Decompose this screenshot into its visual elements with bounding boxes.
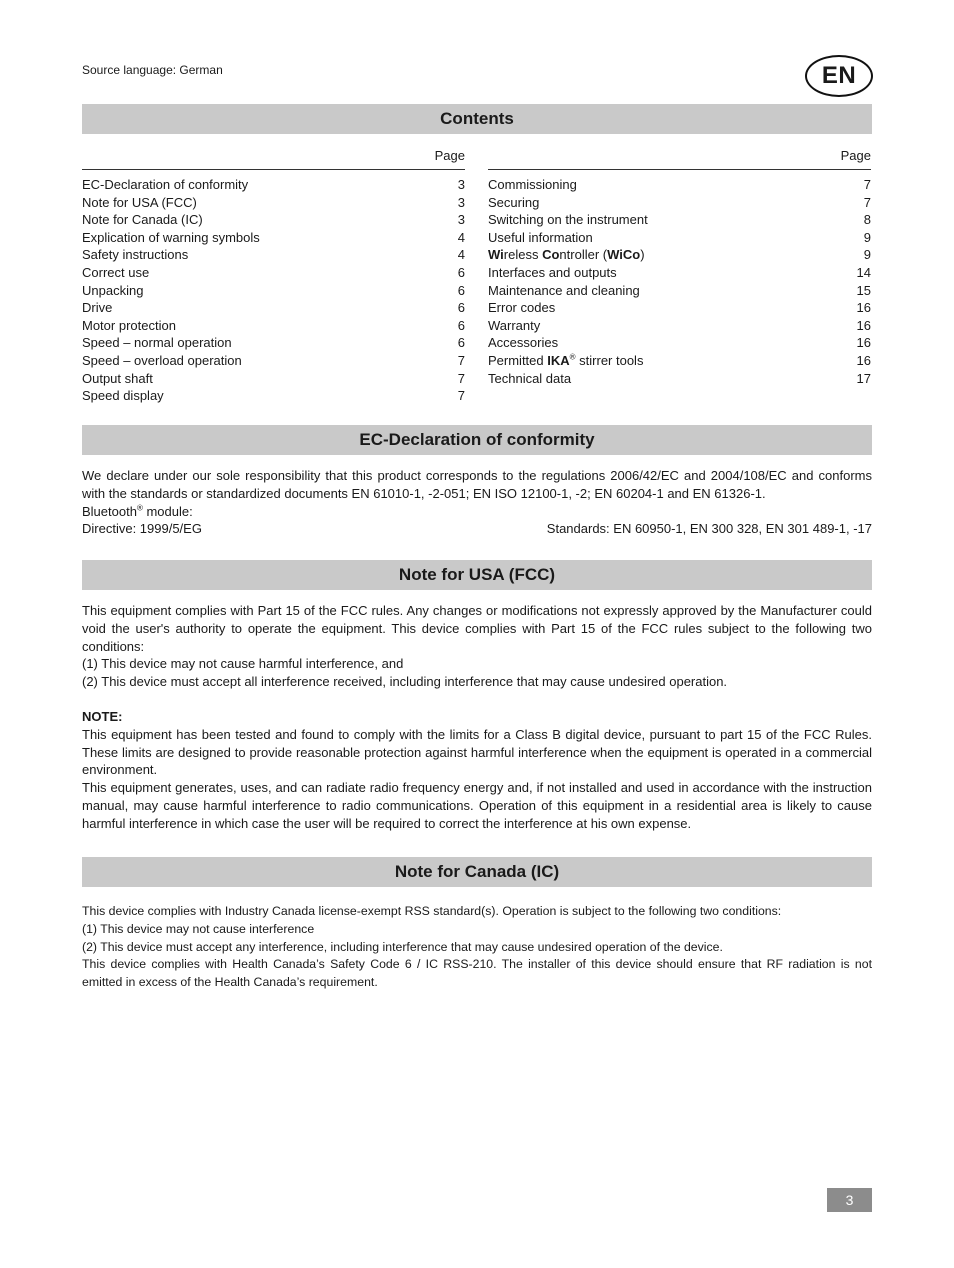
toc-entry-label: Note for USA (FCC): [82, 194, 197, 210]
fcc-heading: Note for USA (FCC): [82, 560, 872, 590]
fcc-note-label: NOTE:: [82, 708, 123, 724]
toc-entry-page: 16: [856, 335, 871, 351]
toc-entry-page: 9: [863, 247, 871, 263]
toc-entry: [488, 317, 871, 335]
toc-entry-label: Drive: [82, 300, 113, 316]
toc-entry-page: 16: [856, 317, 871, 333]
ic-condition-2: (2) This device must accept any interference, including interference that may cause undesired operation of the device.: [82, 939, 723, 954]
toc-label-part: stirrer tools: [575, 352, 644, 368]
fcc-note-paragraph-1: This equipment has been tested and found to comply with the limits for a Class B digital device, pursuant to part 15 of the FCC Rules. These limits are designed to provide reasonable protection against harmful interference when the equipment is operated in a commercial environment.: [82, 726, 872, 778]
toc-entry-label: Output shaft: [82, 370, 153, 386]
toc-entry: [82, 282, 465, 300]
toc-label-part: Permitted: [488, 352, 548, 368]
toc-entry-page: 7: [457, 370, 465, 386]
toc-entry-label: [488, 352, 643, 370]
toc-entry-label: Correct use: [82, 264, 150, 280]
toc-entry-page: 7: [863, 177, 871, 192]
source-language-note: Source language: German: [82, 63, 223, 77]
ic-body: [82, 903, 872, 992]
language-badge: EN: [805, 55, 873, 97]
toc-entry-label: Speed – normal operation: [82, 335, 232, 351]
ec-declaration-heading: EC-Declaration of conformity: [82, 425, 872, 455]
toc-entry: [488, 352, 871, 370]
toc-entry-label: Useful information: [488, 229, 593, 245]
toc-entry-page: 3: [457, 194, 465, 210]
toc-label-part: ®: [569, 352, 576, 362]
toc-entry-page: 3: [457, 212, 465, 228]
toc-entry: [488, 282, 871, 300]
bluetooth-line: [82, 503, 872, 521]
toc-entry: [488, 299, 871, 317]
toc-entry-label: Accessories: [488, 335, 559, 351]
toc-entry-label: Speed – overload operation: [82, 352, 242, 368]
toc-label-part: ): [640, 247, 645, 263]
toc-entry-label: Commissioning: [488, 177, 577, 192]
toc-entry-label: Technical data: [488, 370, 572, 386]
toc-label-part: ntroller (: [559, 247, 608, 263]
toc-entry: [488, 229, 871, 247]
toc-entry-page: 7: [457, 388, 465, 404]
page-number: 3: [827, 1188, 872, 1212]
directive-text: Directive: 1999/5/EG: [82, 521, 202, 537]
toc-entry-page: 3: [457, 177, 465, 192]
toc-entry-page: 6: [457, 335, 465, 351]
toc-entry: [82, 264, 465, 282]
toc-entry: [82, 352, 465, 370]
fcc-paragraph: This equipment complies with Part 15 of the FCC rules. Any changes or modifications not expressly approved by the Manufacturer could void the user's authority to operate the equipment. This device complies with Part 15 of the FCC rules subject to the following two conditions:: [82, 603, 872, 654]
fcc-condition-1: (1) This device may not cause harmful interference, and: [82, 656, 404, 672]
toc-entry-page: 7: [457, 352, 465, 368]
toc-entry-page: 16: [856, 352, 871, 368]
toc-entry-label: Safety instructions: [82, 247, 189, 263]
toc-entry-label: Securing: [488, 194, 540, 210]
toc-entry: [82, 176, 465, 194]
toc-entry: [488, 176, 871, 194]
toc-right-column: [488, 148, 871, 387]
toc-page-label: Page: [82, 148, 465, 170]
directive-standards-row: [82, 520, 872, 538]
toc-label-part: Co: [542, 247, 560, 263]
toc-entry: [82, 246, 465, 264]
toc-entry: [82, 317, 465, 335]
toc-entry: [82, 299, 465, 317]
toc-entry: [82, 229, 465, 247]
toc-entry: [488, 370, 871, 388]
toc-entry-label: EC-Declaration of conformity: [82, 177, 249, 192]
toc-entry-label: Explication of warning symbols: [82, 229, 260, 245]
toc-entry-page: 7: [863, 194, 871, 210]
toc-entry-label: Speed display: [82, 388, 164, 404]
toc-page-label: Page: [488, 148, 871, 170]
ic-paragraph-2: This device complies with Health Canada’s Safety Code 6 / IC RSS-210. The installer of this device should ensure that RF radiation is not emitted in excess of the Health Canada’s requirement.: [82, 957, 872, 990]
toc-entry-page: 9: [863, 229, 871, 245]
fcc-body: [82, 602, 872, 833]
fcc-condition-2: (2) This device must accept all interference received, including interference that may cause undesired operation.: [82, 674, 728, 690]
toc-entry-label: Unpacking: [82, 282, 144, 298]
toc-entry-page: 6: [457, 264, 465, 280]
bluetooth-text: Bluetooth: [82, 503, 137, 519]
ic-heading: Note for Canada (IC): [82, 857, 872, 887]
toc-label-part: IKA: [547, 352, 570, 368]
fcc-note-paragraph-2: This equipment generates, uses, and can radiate radio frequency energy and, if not installed and used in accordance with the instruction manual, may cause harmful interference to radio communications. Operation of this equipment in a residential area is likely to cause harmful interference in which case the user will be required to correct the interference at his own expense.: [82, 780, 872, 831]
toc-entry-page: 6: [457, 300, 465, 316]
toc-entry-page: 4: [457, 229, 465, 245]
toc-entry: [82, 370, 465, 388]
toc-entry-page: 16: [856, 300, 871, 316]
contents-heading: Contents: [82, 104, 872, 134]
toc-right-list: [488, 176, 871, 387]
ec-declaration-body: [82, 467, 872, 538]
toc-entry: [82, 387, 465, 405]
toc-entry: [488, 246, 871, 264]
ic-paragraph-1: This device complies with Industry Canada license-exempt RSS standard(s). Operation is subject to the following two conditions:: [82, 904, 782, 918]
toc-entry: [82, 211, 465, 229]
toc-entry-label: Switching on the instrument: [488, 212, 648, 228]
ic-condition-1: (1) This device may not cause interference: [82, 921, 315, 936]
toc-left-list: [82, 176, 465, 405]
toc-entry-label: Motor protection: [82, 317, 176, 333]
toc-entry-page: 4: [457, 247, 465, 263]
toc-entry-page: 14: [856, 264, 871, 280]
registered-mark: ®: [136, 503, 143, 513]
toc-entry-label: Maintenance and cleaning: [488, 282, 640, 298]
toc-entry-page: 8: [863, 212, 871, 228]
toc-label-part: WiCo: [607, 247, 641, 263]
toc-entry-label: Warranty: [488, 317, 541, 333]
toc-left-column: [82, 148, 465, 405]
toc-entry: [82, 334, 465, 352]
toc-entry-page: 6: [457, 282, 465, 298]
toc-entry-page: 17: [856, 370, 871, 386]
toc-entry-label: Error codes: [488, 300, 556, 316]
toc-entry: [82, 194, 465, 212]
toc-entry: [488, 264, 871, 282]
toc-entry: [488, 334, 871, 352]
toc-label-part: reless: [503, 247, 543, 263]
ec-declaration-text: We declare under our sole responsibility that this product corresponds to the regulations 2006/42/EC and 2004/108/EC and conforms with the standards or standardized documents EN 61010-1, -2-051; EN ISO 12100-1, -2; EN 60204-1 and EN 61326-1.: [82, 468, 872, 501]
toc-entry-page: 15: [856, 282, 871, 298]
toc-entry-page: 6: [457, 317, 465, 333]
bluetooth-suffix: module:: [142, 503, 193, 519]
standards-text: Standards: EN 60950-1, EN 300 328, EN 301 489-1, -17: [546, 521, 872, 537]
toc-entry: [488, 194, 871, 212]
toc-entry-label: Interfaces and outputs: [488, 264, 617, 280]
toc-entry-label: Note for Canada (IC): [82, 212, 203, 228]
toc-entry: [488, 211, 871, 229]
toc-label-part: Wi: [488, 247, 504, 263]
toc-entry-label: [488, 246, 645, 264]
